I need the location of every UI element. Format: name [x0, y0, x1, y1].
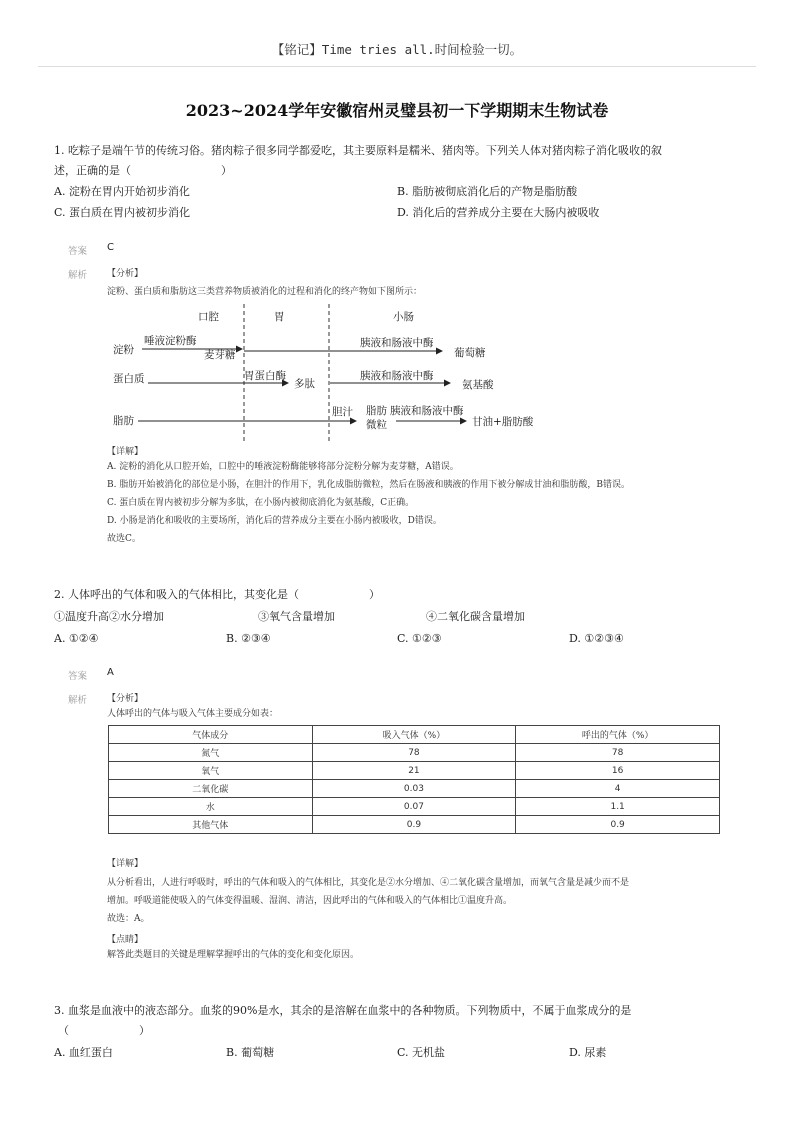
q1-stem-line2: 述，正确的是（ ） — [54, 164, 232, 177]
table-header-cell: 吸入气体（%） — [312, 726, 516, 744]
q1-analysis-label: 解析 — [68, 270, 88, 281]
table-cell: 氧气 — [109, 762, 313, 780]
row3-enzyme-label: 胰液和肠液中酶 — [390, 405, 464, 417]
table-cell: 水 — [109, 798, 313, 816]
fat-droplet-label-1: 脂肪 — [366, 405, 387, 417]
q2-answer-label: 答案 — [68, 671, 88, 682]
q1-conclusion: 故选C。 — [107, 534, 141, 544]
table-row — [109, 816, 720, 834]
q2-conclusion: 故选：A。 — [107, 914, 150, 924]
q1-answer-value: C — [107, 242, 114, 253]
q2-detail-line1: 从分析看出，人进行呼吸时，呼出的气体和吸入的气体相比，其变化是②水分增加、④二氧化碳含量增加，而氧气含量是减少而不是 — [107, 878, 630, 888]
table-cell: 其他气体 — [109, 816, 313, 834]
q2-option-b: B. ②③④ — [226, 632, 271, 645]
table-cell: 1.1 — [516, 798, 720, 816]
document-title: 2023~2024学年安徽宿州灵璧县初一下学期期末生物试卷 — [185, 101, 609, 120]
fat-droplet-label-2: 微粒 — [366, 419, 387, 431]
q1-option-b: B. 脂肪被彻底消化后的产物是脂肪酸 — [397, 185, 578, 198]
q2-item-2: ③氧气含量增加 — [258, 610, 335, 623]
table-cell: 78 — [312, 744, 516, 762]
q2-option-d: D. ①②③④ — [569, 632, 624, 645]
q2-answer-value: A — [107, 667, 114, 678]
header-divider — [38, 66, 756, 67]
protein-label: 蛋白质 — [113, 373, 145, 385]
q1-fenxi-text: 淀粉、蛋白质和脂肪这三类营养物质被消化的过程和消化的终产物如下图所示： — [107, 287, 423, 297]
table-row — [109, 744, 720, 762]
fat-label: 脂肪 — [113, 415, 134, 427]
table-cell: 78 — [516, 744, 720, 762]
table-row — [109, 798, 720, 816]
q3-option-a: A. 血红蛋白 — [54, 1046, 113, 1059]
glucose-label: 葡萄糖 — [454, 347, 486, 359]
q2-analysis-label: 解析 — [68, 695, 88, 706]
bile-label: 胆汁 — [332, 406, 353, 418]
page-header-motto: 【铭记】Time tries all.时间检验一切。 — [271, 42, 523, 57]
q2-xiangjie-head: 【详解】 — [107, 859, 144, 869]
table-cell: 氮气 — [109, 744, 313, 762]
q1-xiangjie-head: 【详解】 — [107, 447, 144, 457]
polypeptide-label: 多肽 — [294, 378, 315, 390]
table-header-row — [109, 726, 720, 744]
q2-item-3: ④二氧化碳含量增加 — [426, 610, 525, 623]
q1-option-c: C. 蛋白质在胃内被初步消化 — [54, 206, 191, 219]
gas-composition-table — [108, 725, 720, 834]
region-mouth: 口腔 — [198, 311, 219, 323]
q3-stem: 3. 血浆是血液中的液态部分。血浆的90%是水，其余的是溶解在血浆中的各种物质。下列物质中，不属于血浆成分的是 — [54, 1004, 632, 1017]
q3-option-b: B. 葡萄糖 — [226, 1046, 275, 1059]
q3-paren: （ ） — [58, 1024, 150, 1037]
q1-detail-c: C. 蛋白质在胃内被初步分解为多肽，在小肠内被彻底消化为氨基酸，C正确。 — [107, 498, 415, 508]
q1-stem-line1: 1. 吃粽子是端午节的传统习俗。猪肉粽子很多同学都爱吃，其主要原料是糯米、猪肉等。下列关人体对猪肉粽子消化吸收的叙 — [54, 144, 662, 157]
q2-fenxi-text: 人体呼出的气体与吸入气体主要成分如表： — [107, 709, 279, 719]
row2-enzyme-label: 胰液和肠液中酶 — [360, 370, 434, 382]
q1-option-d: D. 消化后的营养成分主要在大肠内被吸收 — [397, 206, 600, 219]
table-cell: 0.07 — [312, 798, 516, 816]
table-header-cell: 呼出的气体（%） — [516, 726, 720, 744]
q1-answer-label: 答案 — [68, 246, 88, 257]
q2-fenxi-head: 【分析】 — [107, 694, 144, 704]
maltose-label: 麦芽糖 — [204, 349, 236, 361]
q2-option-a: A. ①②④ — [54, 632, 99, 645]
row1-enzyme-label: 胰液和肠液中酶 — [360, 337, 434, 349]
digestion-diagram — [108, 304, 548, 442]
q1-detail-a: A. 淀粉的消化从口腔开始，口腔中的唾液淀粉酶能够将部分淀粉分解为麦芽糖，A错误。 — [107, 462, 459, 472]
table-cell: 二氧化碳 — [109, 780, 313, 798]
q2-dianjing-head: 【点睛】 — [107, 935, 144, 945]
q1-fenxi-head: 【分析】 — [107, 269, 144, 279]
q2-option-c: C. ①②③ — [397, 632, 442, 645]
q2-item-1: ①温度升高②水分增加 — [54, 610, 164, 623]
amino-acid-label: 氨基酸 — [462, 379, 494, 391]
starch-label: 淀粉 — [113, 344, 134, 356]
q2-dianjing-text: 解答此类题目的关键是理解掌握呼出的气体的变化和变化原因。 — [107, 950, 360, 960]
q3-option-c: C. 无机盐 — [397, 1046, 446, 1059]
q1-option-a: A. 淀粉在胃内开始初步消化 — [54, 185, 190, 198]
table-cell: 16 — [516, 762, 720, 780]
table-cell: 0.9 — [516, 816, 720, 834]
table-cell: 0.9 — [312, 816, 516, 834]
table-cell: 21 — [312, 762, 516, 780]
q1-detail-b: B. 脂肪开始被消化的部位是小肠，在胆汁的作用下，乳化成脂肪微粒，然后在肠液和胰液的作用下被分解成甘油和脂肪酸，B错误。 — [107, 480, 630, 490]
pepsin-label: 胃蛋白酶 — [244, 370, 286, 382]
region-small-intestine: 小肠 — [393, 311, 414, 323]
salivary-amylase-label: 唾液淀粉酶 — [144, 335, 197, 347]
table-row — [109, 780, 720, 798]
table-cell: 0.03 — [312, 780, 516, 798]
table-header-cell: 气体成分 — [109, 726, 313, 744]
glycerol-fatty-acid-label: 甘油+脂肪酸 — [472, 416, 534, 428]
table-cell: 4 — [516, 780, 720, 798]
table-row — [109, 762, 720, 780]
q2-stem: 2. 人体呼出的气体和吸入的气体相比，其变化是（ ） — [54, 588, 380, 601]
q3-option-d: D. 尿素 — [569, 1046, 607, 1059]
q1-detail-d: D. 小肠是消化和吸收的主要场所，消化后的营养成分主要在小肠内被吸收，D错误。 — [107, 516, 442, 526]
region-stomach: 胃 — [274, 311, 285, 323]
q2-detail-line2: 增加。呼吸道能使吸入的气体变得温暖、湿润、清洁，因此呼出的气体和吸入的气体相比①温度升高。 — [107, 896, 513, 906]
